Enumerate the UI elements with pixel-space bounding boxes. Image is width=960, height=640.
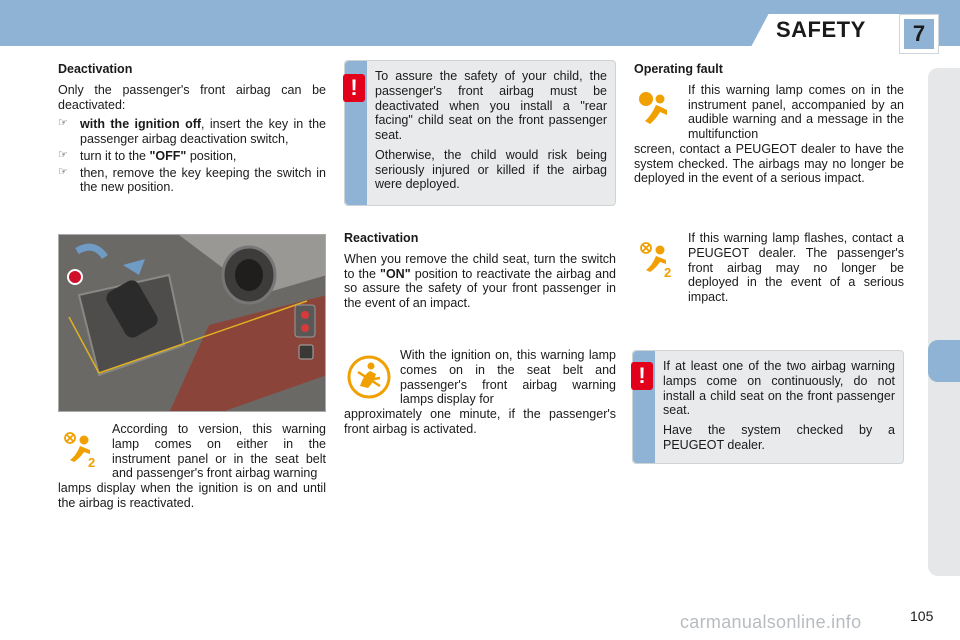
deactivation-step-1 [58,117,326,147]
version-note [58,422,326,511]
page-number: 105 [910,608,934,624]
dashboard-key-switch-photo [58,234,326,412]
flash-note [634,231,904,305]
reactivation-heading: Reactivation [344,231,419,245]
side-rail [928,68,960,576]
step-2-text: position, [186,148,237,163]
step-2-pre: turn it to the [80,148,150,163]
operating-fault-wrap: If this warning lamp comes on in the instrument panel, accompanied by an audible warning and a message in the multifunction [688,82,904,141]
warning-top-p1: To assure the safety of your child, the passenger's front airbag must be deactivated when you install a "rear facing" child seat on the front passenger seat. [375,69,607,142]
operating-fault-full: screen, contact a PEUGEOT dealer to have the system checked. The airbags may no longer be deployed in the event of a serious impact. [634,141,904,186]
warning-bottom-p2: Have the system checked by a PEUGEOT dealer. [663,423,895,452]
seatbelt-note-full: approximately one minute, if the passenger's front airbag is activated. [344,407,616,436]
seatbelt-lamp-note [344,348,616,437]
warning-top-p2: Otherwise, the child would risk being seriously injured or killed if the airbag were deployed. [375,147,607,192]
airbag-warning-icon [636,90,676,134]
side-tab [928,340,960,382]
deactivation-step-3 [58,166,326,196]
child-seat-warning-box [344,60,616,206]
deactivation-section [58,62,326,195]
version-note-wrap: According to version, this warning lamp comes on either in the instrument panel or in the seat belt and passenger's front airbag warning [112,422,326,481]
dashboard-illustration [59,235,326,412]
step-2-bold: "OFF" [149,148,187,163]
deactivation-step-2 [58,149,326,164]
arrow-bullet-icon: ☞ [58,165,68,178]
deactivation-intro: Only the passenger's front airbag can be deactivated: [58,82,326,112]
version-note-full: lamps display when the ignition is on and until the airbag is reactivated. [58,481,326,510]
arrow-bullet-icon: ☞ [58,148,68,161]
reactivation-pre: When you remove the child seat, turn the switch to the [344,251,616,281]
svg-text:2: 2 [664,265,672,280]
reactivation-rest: position to reactivate the airbag and so assure the safety of your front passenger in the event of an impact. [344,266,616,310]
page-title: SAFETY [776,17,866,42]
airbag-lamp-warning-box [632,350,904,464]
chapter-badge [899,14,939,54]
flash-note-text: If this warning lamp flashes, contact a PEUGEOT dealer. The passenger's front airbag may no longer be deployed in the event of a serious impact. [688,231,904,304]
warning-bottom-p1: If at least one of the two airbag warning lamps come on continuously, do not install a child seat on the front passenger seat. [663,359,895,418]
step-1-text: , insert the key in the passenger airbag deactivation switch, [80,117,326,146]
svg-text:2: 2 [88,455,96,470]
watermark: carmanualsonline.info [680,612,862,632]
reactivation-bold: "ON" [380,266,411,281]
reactivation-text [344,252,616,311]
exclamation-icon: ! [631,362,653,390]
step-3-text: then, remove the key keeping the switch in the new position. [80,165,326,195]
step-1-bold: with the ignition off [80,117,202,132]
chapter-number: 7 [904,19,934,49]
operating-fault-heading: Operating fault [634,62,723,76]
exclamation-icon: ! [343,74,365,102]
reactivation-section [344,231,616,311]
deactivation-heading: Deactivation [58,62,133,76]
seatbelt-note-wrap: With the ignition on, this warning lamp comes on in the seat belt and passenger's front airbag warning lamps display for [400,348,616,407]
arrow-bullet-icon: ☞ [58,117,68,130]
